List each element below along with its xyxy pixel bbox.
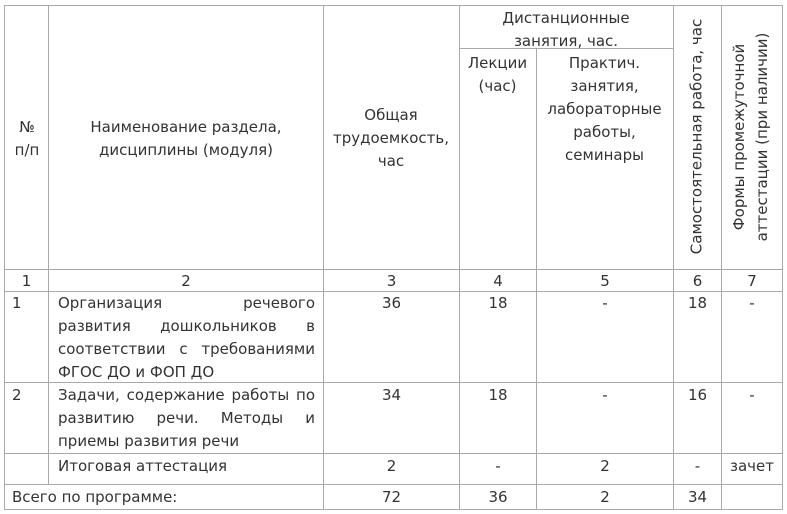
table-row-self-work: 16 <box>687 386 708 404</box>
table-row-lectures: 18 <box>488 386 508 404</box>
table-row-num: 2 <box>12 386 22 404</box>
col-number: 4 <box>493 272 503 290</box>
header-self-work-text: Самостоятельная работа, час <box>687 18 706 255</box>
table-row-forms: - <box>749 386 755 404</box>
grid-line <box>4 453 783 454</box>
header-distance: Дистанционные занятия, час. <box>502 9 630 50</box>
grid-line <box>673 5 674 510</box>
table-row-name <box>58 384 315 453</box>
table-row-name <box>58 455 315 478</box>
table-row-self-work: 18 <box>687 294 708 312</box>
header-name: Наименование раздела, дисциплины (модуля) <box>90 118 282 159</box>
name-line: приемы развития речи <box>58 432 240 450</box>
table-row-forms: - <box>749 294 755 312</box>
total-row-self-work: 34 <box>687 488 708 506</box>
table-row-practice: - <box>602 294 608 312</box>
col-number: 1 <box>21 272 32 290</box>
col-number: 2 <box>181 272 191 290</box>
name-line: Организация речевого <box>58 294 315 312</box>
grid-line <box>459 5 460 510</box>
header-forms <box>728 7 774 267</box>
header-forms-line1: Формы промежуточной <box>730 43 748 231</box>
col-number: 6 <box>692 272 703 290</box>
grid-line <box>4 5 5 510</box>
table-row-total: 34 <box>381 386 402 404</box>
name-line: развития дошкольников в <box>58 317 315 335</box>
col-number: 7 <box>747 272 757 290</box>
grid-line <box>48 5 49 484</box>
table-row-lectures: - <box>495 457 501 475</box>
grid-line <box>323 5 324 510</box>
table-row-total: 36 <box>381 294 402 312</box>
total-row-practice: 2 <box>600 488 610 506</box>
table-row-name <box>58 292 315 384</box>
total-row-lectures: 36 <box>488 488 508 506</box>
total-row-total: 72 <box>381 488 402 506</box>
total-row-label: Всего по программе: <box>12 488 178 506</box>
table-row-practice: - <box>602 386 608 404</box>
table-row-lectures: 18 <box>488 294 508 312</box>
name-line: Итоговая аттестация <box>58 457 228 475</box>
grid-line <box>4 484 783 485</box>
header-lectures: Лекции (час) <box>467 54 528 95</box>
table-row-forms: зачет <box>730 457 774 475</box>
table-row-self-work: - <box>694 457 701 475</box>
table-row-total: 2 <box>386 457 397 475</box>
grid-line <box>721 5 722 510</box>
name-line: развитию речи. Методы и <box>58 409 315 427</box>
name-line: ФГОС ДО и ФОП ДО <box>58 363 215 381</box>
name-line: Задачи, содержание работы по <box>58 386 315 404</box>
header-total: Общая трудоемкость, час <box>332 106 450 170</box>
header-practice: Практич. занятия, лабораторные работы, семинары <box>547 54 662 164</box>
col-number: 5 <box>600 272 610 290</box>
grid-line <box>782 5 783 510</box>
grid-line <box>4 5 783 6</box>
header-self-work <box>686 7 709 267</box>
header-forms-line2: аттестации (при наличии) <box>753 32 771 242</box>
table-row-practice: 2 <box>600 457 610 475</box>
table-row-num: 1 <box>12 294 22 312</box>
header-num: № п/п <box>14 118 40 159</box>
name-line: соответствии с требованиями <box>58 340 315 358</box>
grid-line <box>4 509 783 510</box>
col-number: 3 <box>386 272 397 290</box>
